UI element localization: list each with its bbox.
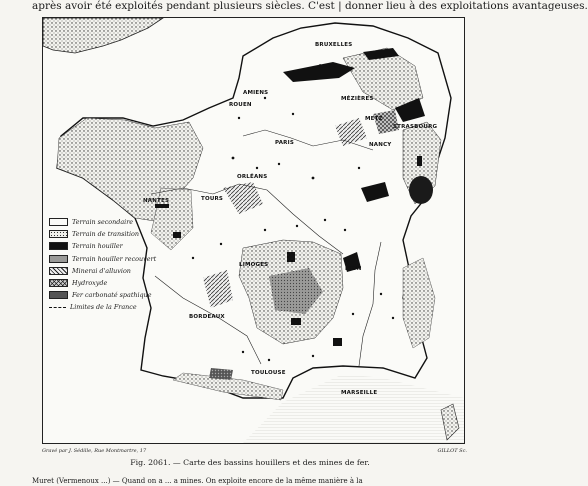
coal-vendee [173,232,181,238]
city-label-metz: METZ [365,116,383,122]
legend-label: Hydroxyde [72,279,108,288]
city-label-tours: TOURS [201,196,224,202]
coal-commentry [287,252,295,262]
city-label-mezieres: MÉZIÈRES [341,96,374,102]
legend-item [49,265,169,277]
legend-swatch-darkgrey [49,291,68,299]
city-label-marseille: MARSEILLE [341,390,378,396]
city-label-nantes: NANTES [143,198,170,204]
legend-item [49,228,169,240]
legend-label: Terrain secondaire [72,218,134,227]
legend-swatch-grey [49,255,68,263]
city-label-amiens: AMIENS [243,90,269,96]
legend-swatch-crosshatch [49,279,68,287]
legend-swatch-plain [49,218,68,226]
city-label-lyon: LYON [345,266,362,272]
city-label-lille: LILLE [319,64,337,70]
legend-item [49,301,169,313]
legend-label: Terrain houiller recouvert [72,254,157,263]
iron-spathique-pyrenees [209,368,233,380]
legend-swatch-solid [49,242,68,250]
engraver-credits [42,448,467,454]
city-label-rouen: ROUEN [229,102,252,108]
engraver-right: GILLOT Sc. [437,448,467,454]
city-label-bruxelles: BRUXELLES [315,42,353,48]
bottom-text-line: Muret (Vermenoux ...) — Quand on a ... a mines. On exploite encore de la même manière à la [32,477,363,485]
city-label-limoges: LIMOGES [239,262,269,268]
city-label-bordeaux: BORDEAUX [189,314,225,320]
coal-strasbourg-mass [409,176,433,204]
legend-item [49,253,169,265]
legend-label: Fer carbonaté spathique [72,291,152,300]
city-label-nancy: NANCY [369,142,392,148]
coal-ronchamp [417,156,422,166]
england-landmass [43,18,163,53]
legend-swatch-line [49,307,66,308]
figure-caption: Fig. 2061. — Carte des bassins houillers et des mines de fer. [130,458,370,467]
city-label-strasbourg: STRASBOURG [393,124,438,130]
map-frame [42,17,465,444]
city-label-toulouse: TOULOUSE [251,370,286,376]
coal-decazeville [291,318,301,325]
legend-label: Minerai d'alluvion [72,266,131,275]
coal-basse-loire [155,204,169,208]
engraver-left: Gravé par J. Sédille, Rue Montmartre, 17 [42,448,147,454]
legend-item [49,240,169,252]
legend-swatch-dots [49,230,68,238]
coal-alais [333,338,342,346]
legend-item [49,289,169,301]
legend-swatch-hatch [49,267,68,275]
legend-item [49,277,169,289]
legend-label: Terrain de transition [72,230,140,239]
top-text-line: après avoir été exploités pendant plusieurs siècles. C'est | donner lieu à des exploitations avantageuses. [32,0,588,12]
legend-label: Terrain houiller [72,242,123,251]
map-legend [49,216,169,314]
legend-item [49,216,169,228]
city-label-paris: PARIS [275,140,295,146]
city-label-orleans: ORLÉANS [237,174,268,180]
legend-label: Limites de la France [70,303,137,312]
